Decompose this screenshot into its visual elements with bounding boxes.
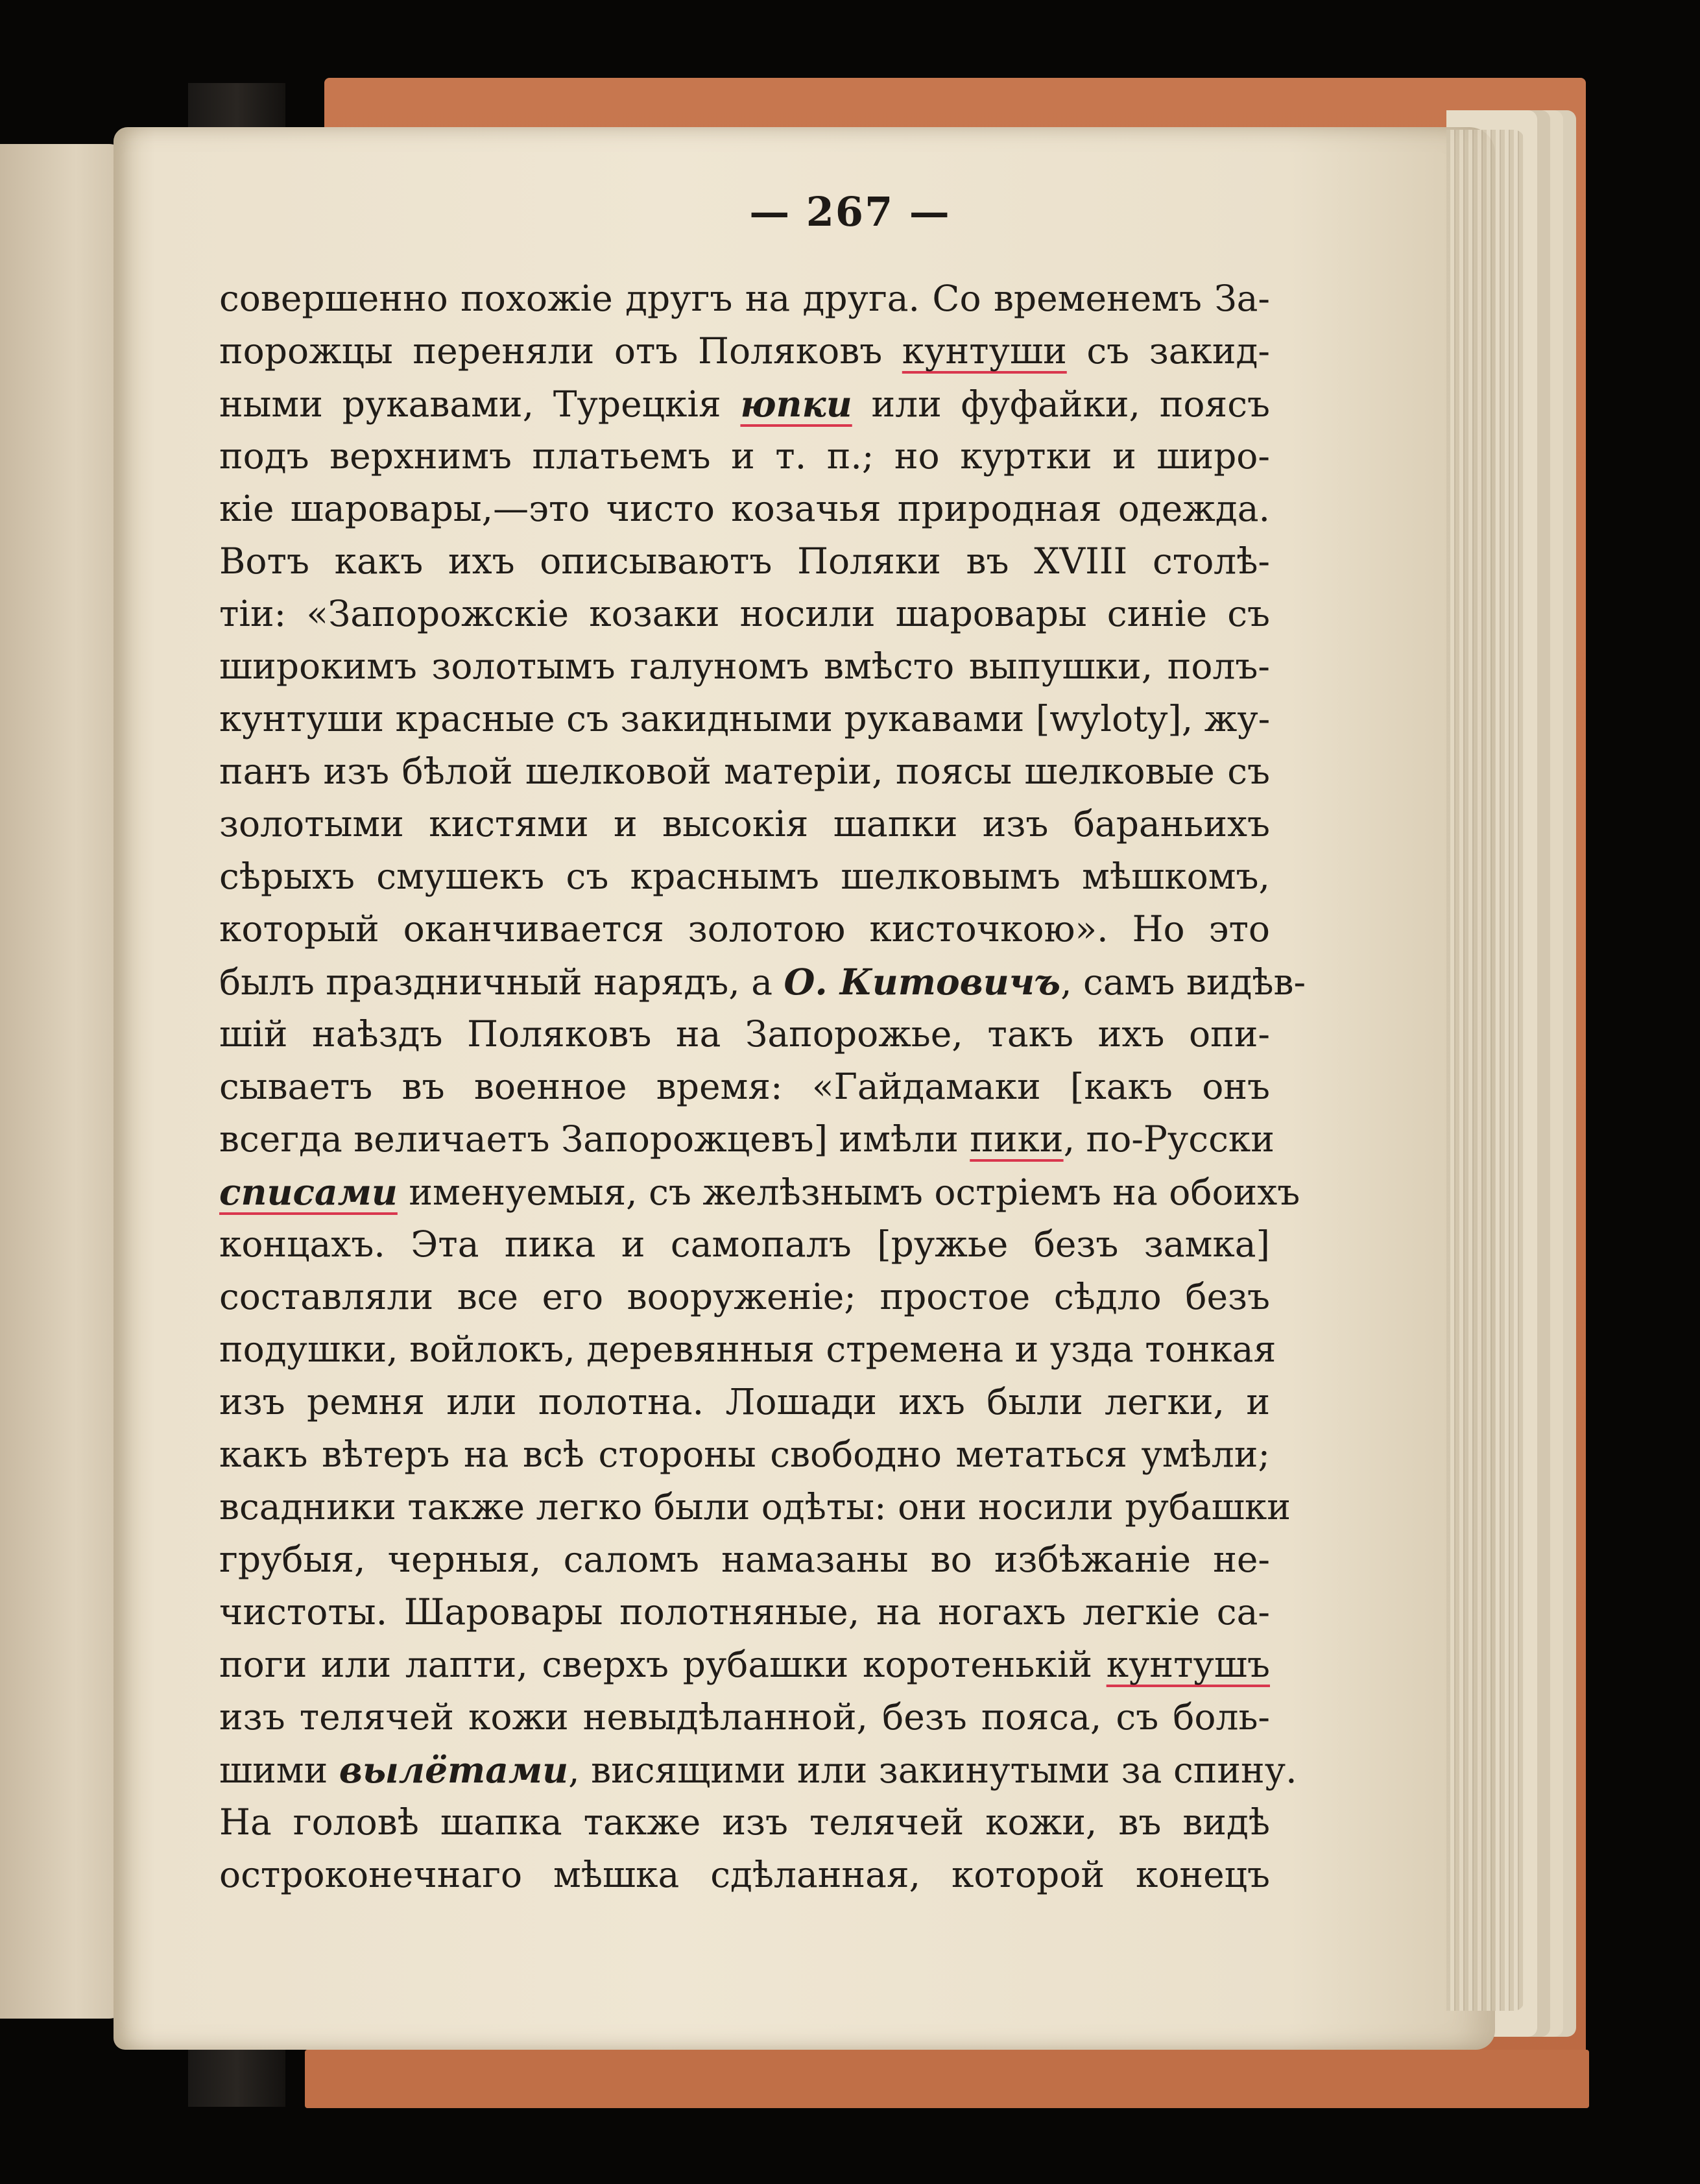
text-line: [219, 1061, 1270, 1113]
underlined-word: кунтушъ: [1106, 1644, 1270, 1685]
text-segment: О. Китовичъ: [784, 961, 1061, 1003]
text-segment: подушки, войлокъ, деревянныя стремена и узда тонкая: [219, 1328, 1276, 1370]
text-line: [219, 1481, 1291, 1533]
underlined-word: списами: [219, 1171, 398, 1213]
left-page-edge: [0, 144, 127, 2019]
text-segment: остроконечнаго мѣшка сдѣланная, которой конецъ: [219, 1854, 1270, 1895]
text-segment: кіе шаровары,—это чисто козачья природная одежда.: [219, 488, 1270, 529]
text-line: [219, 430, 1270, 483]
text-line: [219, 1638, 1270, 1691]
text-segment: шій наѣздъ Поляковъ на Запорожье, такъ ихъ опи-: [219, 1013, 1270, 1055]
text-line: [219, 1849, 1270, 1901]
text-segment: или фуфайки, поясъ: [852, 383, 1271, 425]
text-segment: поги или лапти, сверхъ рубашки коротенькій: [219, 1644, 1107, 1685]
text-line: [219, 1586, 1270, 1638]
text-segment: , по-Русски: [1063, 1118, 1275, 1160]
page-body-text: [219, 272, 1306, 1901]
text-segment: какъ вѣтеръ на всѣ стороны свободно метаться умѣли;: [219, 1434, 1270, 1475]
text-line: [219, 1428, 1270, 1481]
text-segment: именуемыя, съ желѣзнымъ остріемъ на обоихъ: [397, 1171, 1300, 1213]
text-segment: который оканчивается золотою кисточкою». Но это: [219, 908, 1270, 950]
text-line: [219, 1218, 1270, 1271]
text-segment: грубыя, черныя, саломъ намазаны во избѣжаніе не-: [219, 1539, 1270, 1580]
text-segment: золотыми кистями и высокія шапки изъ бараньихъ: [219, 803, 1270, 845]
text-segment: Вотъ какъ ихъ описываютъ Поляки въ XVIII столѣ-: [219, 540, 1270, 582]
text-segment: съ закид-: [1066, 330, 1270, 372]
text-segment: былъ праздничный нарядъ, а: [219, 961, 784, 1003]
page-number: — 267 —: [749, 188, 951, 235]
text-line: [219, 1271, 1270, 1323]
text-segment: всегда величаетъ Запорожцевъ] имѣли: [219, 1118, 970, 1160]
text-line: [219, 588, 1270, 640]
book-cover-bottom-edge: [305, 2050, 1589, 2108]
text-segment: порожцы переняли отъ Поляковъ: [219, 330, 902, 372]
text-line: [219, 1376, 1270, 1428]
text-segment: кунтуши красные съ закидными рукавами [wyloty], жу-: [219, 698, 1271, 739]
text-line: [219, 693, 1270, 745]
text-line: [219, 640, 1270, 693]
underlined-word: юпки: [740, 383, 852, 425]
text-segment: вылётами: [339, 1749, 569, 1791]
underlined-word: пики: [970, 1118, 1064, 1160]
text-line: [219, 1691, 1270, 1744]
text-line: [219, 1533, 1270, 1586]
text-segment: сываетъ въ военное время: «Гайдамаки [какъ онъ: [219, 1066, 1270, 1107]
text-segment: сѣрыхъ смушекъ съ краснымъ шелковымъ мѣшкомъ,: [219, 856, 1270, 897]
text-segment: На головѣ шапка также изъ телячей кожи, въ видѣ: [219, 1801, 1270, 1843]
text-line: [219, 1113, 1275, 1166]
text-segment: панъ изъ бѣлой шелковой матеріи, поясы шелковые съ: [219, 750, 1270, 792]
text-line: [219, 850, 1270, 903]
text-segment: изъ ремня или полотна. Лошади ихъ были легки, и: [219, 1381, 1270, 1422]
text-segment: подъ верхнимъ платьемъ и т. п.; но куртки и широ-: [219, 435, 1270, 477]
text-segment: шими: [219, 1749, 339, 1791]
text-segment: всадники также легко были одѣты: они носили рубашки: [219, 1486, 1291, 1528]
text-line: [219, 798, 1270, 850]
text-segment: ными рукавами, Турецкія: [219, 383, 741, 425]
text-line: [219, 325, 1270, 378]
text-line: [219, 483, 1270, 535]
text-segment: , висящими или закинутыми за спину.: [568, 1749, 1297, 1791]
text-segment: чистоты. Шаровары полотняные, на ногахъ легкіе са-: [219, 1591, 1270, 1633]
text-line: [219, 272, 1270, 325]
page-edges: [1446, 130, 1524, 2011]
text-line: [219, 378, 1270, 430]
text-segment: совершенно похожіе другъ на друга. Со временемъ За-: [219, 278, 1270, 319]
text-line: [219, 1008, 1270, 1061]
text-line: [219, 1796, 1270, 1849]
text-line: [219, 1744, 1297, 1796]
text-segment: , самъ видѣв-: [1060, 961, 1306, 1003]
text-line: [219, 1323, 1276, 1376]
text-segment: изъ телячей кожи невыдѣланной, безъ пояса, съ боль-: [219, 1696, 1270, 1738]
text-segment: широкимъ золотымъ галуномъ вмѣсто выпушки, полъ-: [219, 645, 1270, 687]
underlined-word: кунтуши: [902, 330, 1067, 372]
text-line: [219, 903, 1270, 955]
text-segment: концахъ. Эта пика и самопалъ [ружье безъ замка]: [219, 1223, 1270, 1265]
text-line: [219, 535, 1270, 588]
text-line: [219, 955, 1306, 1008]
text-line: [219, 1166, 1300, 1218]
text-segment: составляли все его вооруженіе; простое сѣдло безъ: [219, 1276, 1270, 1317]
text-line: [219, 745, 1270, 798]
text-segment: тіи: «Запорожскіе козаки носили шаровары синіе съ: [219, 593, 1270, 634]
